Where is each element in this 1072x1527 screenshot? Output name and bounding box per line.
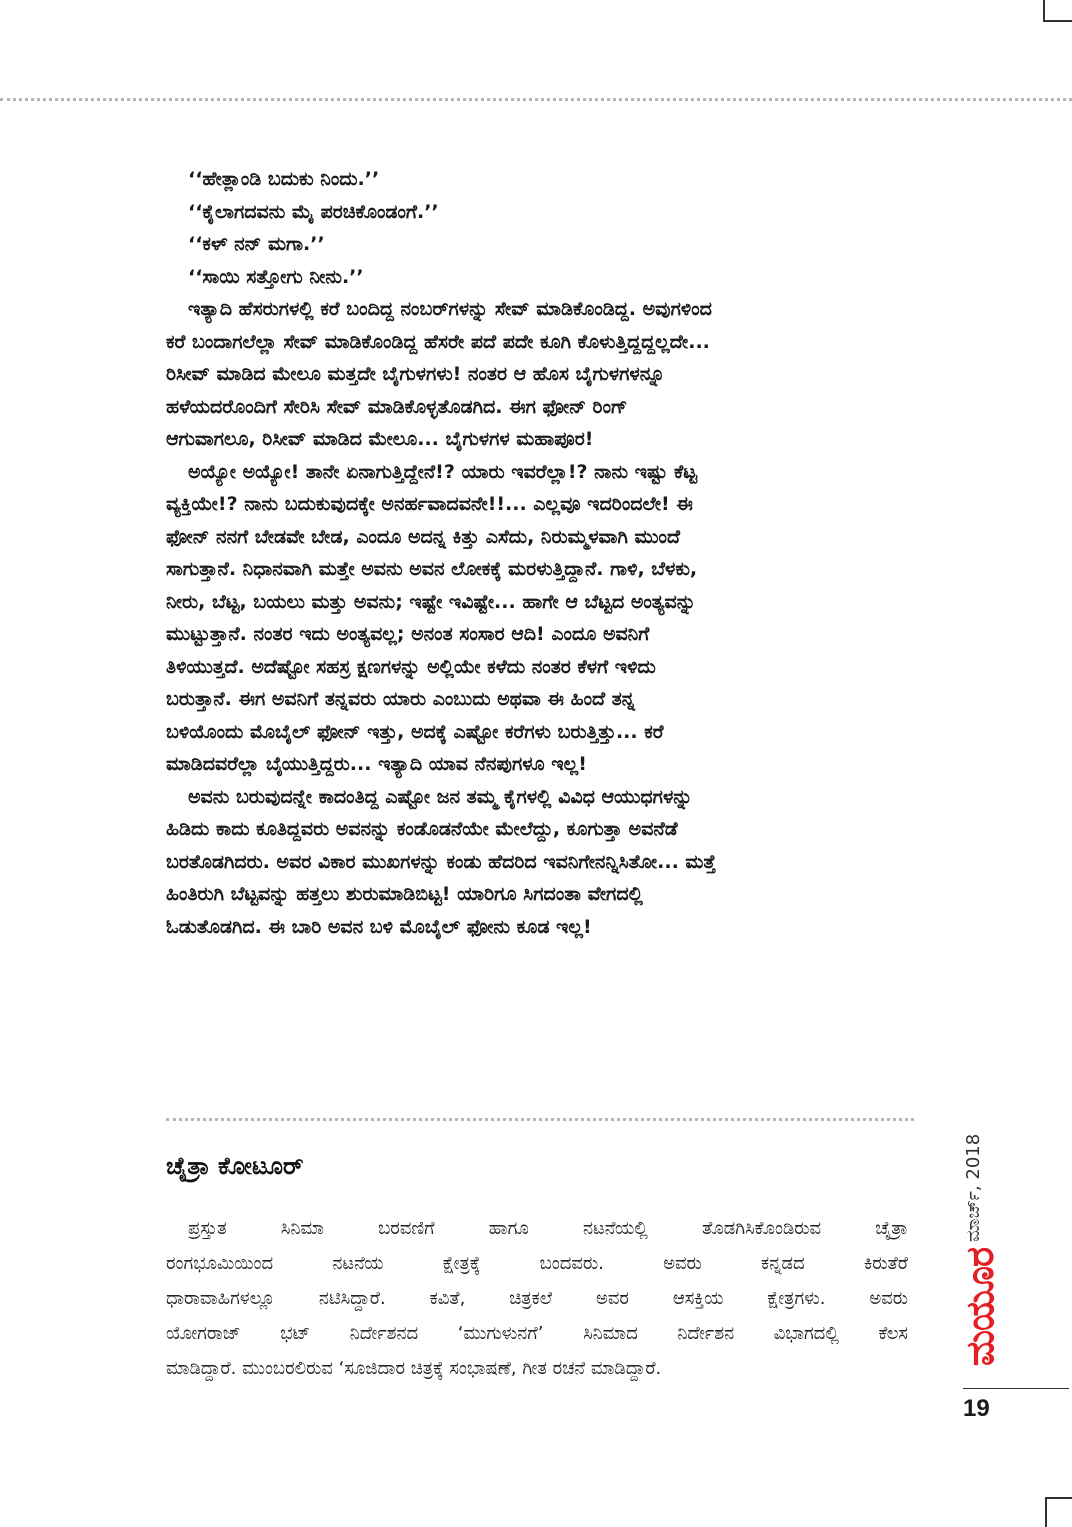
story-line: ವ್ಯಕ್ತಿಯೇ!? ನಾನು ಬದುಕುವುದಕ್ಕೇ ಅನರ್ಹವಾದವನೇ!!... ಎಲ್ಲವೂ ಇದರಿಂದಲೇ! ಈ: [166, 493, 693, 515]
magazine-brand-logo: ಮಯೂರ: [958, 1247, 1002, 1367]
story-line: ‘‘ಹೇತ್ಲಾಂಡಿ ಬದುಕು ನಿಂದು.’’: [188, 168, 380, 190]
story-line: ಸಾಗುತ್ತಾನೆ. ನಿಧಾನವಾಗಿ ಮತ್ತೇ ಅವನು ಅವನ ಲೋಕಕ್ಕೆ ಮರಳುತ್ತಿದ್ದಾನೆ. ಗಾಳಿ, ಬೆಳಕು,: [166, 558, 698, 580]
story-line: ಹಳೆಯದರೊಂದಿಗೆ ಸೇರಿಸಿ ಸೇವ್ ಮಾಡಿಕೊಳ್ಳತೊಡಗಿದ. ಈಗ ಫೋನ್ ರಿಂಗ್: [166, 395, 628, 418]
bio-line: ಧಾರಾವಾಹಿಗಳಲ್ಲೂ ನಟಿಸಿದ್ದಾರೆ. ಕವಿತೆ, ಚಿತ್ರಕಲೆ ಅವರ ಆಸಕ್ತಿಯ ಕ್ಷೇತ್ರಗಳು. ಅವರು: [166, 1288, 908, 1309]
story-line: ಬರುತ್ತಾನೆ. ಈಗ ಅವನಿಗೆ ತನ್ನವರು ಯಾರು ಎಂಬುದು ಅಥವಾ ಈ ಹಿಂದೆ ತನ್ನ: [166, 688, 635, 710]
page-number: 19: [963, 1395, 990, 1422]
story-line: ಇತ್ಯಾದಿ ಹೆಸರುಗಳಲ್ಲಿ ಕರೆ ಬಂದಿದ್ದ ನಂಬರ್‌ಗಳನ್ನು ಸೇವ್ ಮಾಡಿಕೊಂಡಿದ್ದ. ಅವುಗಳಿಂದ: [188, 298, 712, 320]
bio-line: ಮಾಡಿದ್ದಾರೆ. ಮುಂಬರಲಿರುವ ‘ಸೂಜಿದಾರ ಚಿತ್ರಕ್ಕೆ ಸಂಭಾಷಣೆ, ಗೀತ ರಚನೆ ಮಾಡಿದ್ದಾರೆ.: [166, 1358, 662, 1379]
magazine-brand: [958, 1246, 1002, 1368]
story-line: ಬರತೊಡಗಿದರು. ಅವರ ವಿಕಾರ ಮುಖಗಳನ್ನು ಕಂಡು ಹೆದರಿದ ಇವನಿಗೇನನ್ನಿಸಿತೋ... ಮತ್ತೆ: [166, 850, 716, 873]
story-line: ‘‘ಕೈಲಾಗದವನು ಮೈ ಪರಚಿಕೊಂಡಂಗೆ.’’: [188, 200, 439, 223]
issue-date-text: ಮಾರ್ಚ್, 2018: [963, 1133, 984, 1242]
author-name: ಚೈತ್ರಾ ಕೋಟೂರ್: [166, 1152, 304, 1180]
story-line: ಫೋನ್ ನನಗೆ ಬೇಡವೇ ಬೇಡ, ಎಂದೂ ಅದನ್ನ ಕಿತ್ತು ಎಸೆದು, ನಿರುಮ್ಮಳವಾಗಿ ಮುಂದೆ: [166, 525, 681, 548]
top-dotted-divider: [0, 98, 1072, 101]
story-line: ಅವನು ಬರುವುದನ್ನೇ ಕಾದಂತಿದ್ದ ಎಷ್ಟೋ ಜನ ತಮ್ಮ ಕೈಗಳಲ್ಲಿ ವಿವಿಧ ಆಯುಧಗಳನ್ನು: [188, 785, 693, 808]
story-line: ಮಾಡಿದವರೆಲ್ಲಾ ಬೈಯುತ್ತಿದ್ದರು... ಇತ್ಯಾದಿ ಯಾವ ನೆನಪುಗಳೂ ಇಲ್ಲ!: [166, 753, 587, 775]
story-line: ತಿಳಿಯುತ್ತದೆ. ಅದೆಷ್ಟೋ ಸಹಸ್ರ ಕ್ಷಣಗಳನ್ನು ಅಲ್ಲಿಯೇ ಕಳೆದು ನಂತರ ಕೆಳಗೆ ಇಳಿದು: [166, 655, 656, 678]
issue-date: [951, 1102, 1001, 1242]
story-line: ಕರೆ ಬಂದಾಗಲೆಲ್ಲಾ ಸೇವ್ ಮಾಡಿಕೊಂಡಿದ್ದ ಹೆಸರೇ ಪದೆ ಪದೇ ಕೂಗಿ ಕೊಳುತ್ತಿದ್ದದ್ದಲ್ಲದೇ...: [166, 330, 710, 353]
story-line: ‘‘ಕಳ್ ನನ್ ಮಗಾ.’’: [188, 233, 325, 255]
bio-line: ರಂಗಭೂಮಿಯಿಂದ ನಟನೆಯ ಕ್ಷೇತ್ರಕ್ಕೆ ಬಂದವರು. ಅವರು ಕನ್ನಡದ ಕಿರುತೆರೆ: [166, 1253, 908, 1274]
story-line: ರಿಸೀವ್ ಮಾಡಿದ ಮೇಲೂ ಮತ್ತದೇ ಬೈಗುಳಗಳು! ನಂತರ ಆ ಹೊಸ ಬೈಗುಳಗಳನ್ನೂ: [166, 363, 665, 385]
crop-mark-bottom: [1045, 1497, 1072, 1527]
story-text: [166, 163, 916, 943]
page-number-rule: [963, 1388, 1069, 1389]
crop-mark-top: [1043, 0, 1072, 22]
author-section-divider: [166, 1118, 914, 1121]
bio-line: ಪ್ರಸ್ತುತ ಸಿನಿಮಾ ಬರವಣಿಗೆ ಹಾಗೂ ನಟನೆಯಲ್ಲಿ ತೊಡಗಿಸಿಕೊಂಡಿರುವ ಚೈತ್ರಾ: [188, 1218, 908, 1239]
author-bio: [166, 1211, 908, 1386]
story-line: ಮುಟ್ಟುತ್ತಾನೆ. ನಂತರ ಇದು ಅಂತ್ಯವಲ್ಲ; ಅನಂತ ಸಂಸಾರ ಆದಿ! ಎಂದೂ ಅವನಿಗೆ: [166, 623, 650, 645]
story-line: ಅಯ್ಯೋ ಅಯ್ಯೋ! ತಾನೇ ಏನಾಗುತ್ತಿದ್ದೇನೆ!? ಯಾರು ಇವರೆಲ್ಲಾ!? ನಾನು ಇಷ್ಟು ಕೆಟ್ಟ: [188, 460, 698, 483]
bio-line: ಯೋಗರಾಜ್ ಭಟ್ ನಿರ್ದೇಶನದ ‘ಮುಗುಳುನಗೆ’ ಸಿನಿಮಾದ ನಿರ್ದೇಶನ ವಿಭಾಗದಲ್ಲಿ ಕೆಲಸ: [166, 1323, 908, 1344]
story-line: ಬಳಿಯೊಂದು ಮೊಬೈಲ್ ಫೋನ್ ಇತ್ತು, ಅದಕ್ಕೆ ಎಷ್ಟೋ ಕರೆಗಳು ಬರುತ್ತಿತ್ತು... ಕರೆ: [166, 720, 664, 743]
story-line: ಆಗುವಾಗಲೂ, ರಿಸೀವ್ ಮಾಡಿದ ಮೇಲೂ... ಬೈಗುಳಗಳ ಮಹಾಪೂರ!: [166, 428, 594, 450]
story-line: ಹಿಡಿದು ಕಾದು ಕೂತಿದ್ದವರು ಅವನನ್ನು ಕಂಡೊಡನೆಯೇ ಮೇಲೆದ್ದು, ಕೂಗುತ್ತಾ ಅವನೆಡೆ: [166, 818, 678, 840]
story-line: ಹಿಂತಿರುಗಿ ಬೆಟ್ಟವನ್ನು ಹತ್ತಲು ಶುರುಮಾಡಿಬಿಟ್ಟ! ಯಾರಿಗೂ ಸಿಗದಂತಾ ವೇಗದಲ್ಲಿ: [166, 883, 643, 905]
story-line: ‘‘ಸಾಯಿ ಸತ್ತೋಗು ನೀನು.’’: [188, 265, 364, 288]
story-line: ಓಡುತೊಡಗಿದ. ಈ ಬಾರಿ ಅವನ ಬಳಿ ಮೊಬೈಲ್ ಫೋನು ಕೂಡ ಇಲ್ಲ!: [166, 915, 592, 938]
story-line: ನೀರು, ಬೆಟ್ಟ, ಬಯಲು ಮತ್ತು ಅವನು; ಇಷ್ಟೇ ಇವಿಷ್ಟೇ... ಹಾಗೇ ಆ ಬೆಟ್ಟದ ಅಂತ್ಯವನ್ನು: [166, 590, 696, 613]
